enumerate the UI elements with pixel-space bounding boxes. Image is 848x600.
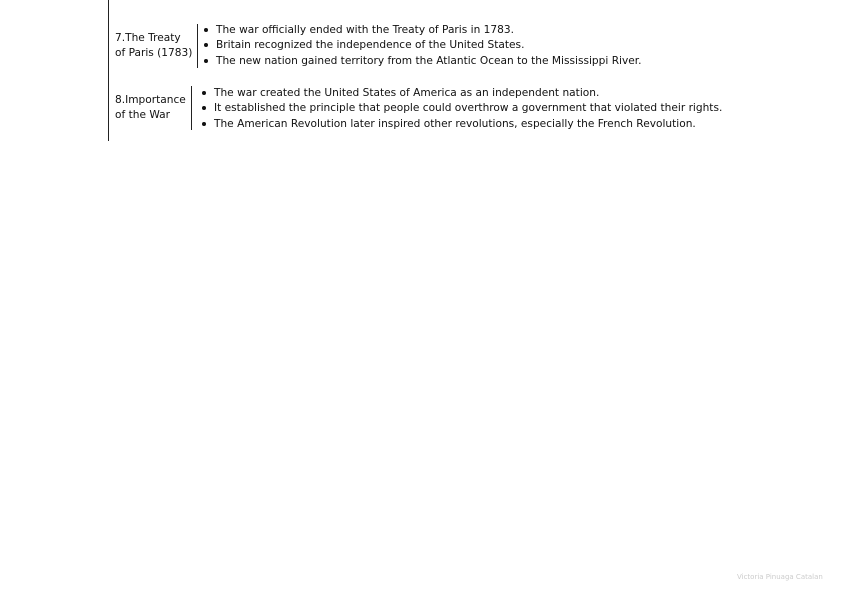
bullet-list-importance-of-war xyxy=(199,86,722,132)
bullet-item: The war created the United States of America as an independent nation. xyxy=(199,86,722,101)
section-title-line: 7.The Treaty xyxy=(115,32,181,44)
bullet-item: The American Revolution later inspired other revolutions, especially the French Revolution. xyxy=(199,117,722,132)
outline-main-bracket xyxy=(108,0,109,141)
section-bracket xyxy=(191,86,192,130)
section-title-importance-of-war xyxy=(115,93,186,123)
section-title-line: 8.Importance xyxy=(115,94,186,106)
bullet-item: Britain recognized the independence of the United States. xyxy=(201,38,642,53)
section-title-line: of the War xyxy=(115,109,170,121)
author-watermark: Victoria Pinuaga Catalan xyxy=(737,573,823,581)
section-title-line: of Paris (1783) xyxy=(115,47,193,59)
bullet-item: It established the principle that people could overthrow a government that violated their rights. xyxy=(199,101,722,116)
bullet-item: The war officially ended with the Treaty of Paris in 1783. xyxy=(201,23,642,38)
bullet-item: The new nation gained territory from the Atlantic Ocean to the Mississippi River. xyxy=(201,54,642,69)
section-bracket xyxy=(197,24,198,68)
section-title-treaty-of-paris xyxy=(115,31,192,61)
bullet-list-treaty-of-paris xyxy=(201,23,642,69)
